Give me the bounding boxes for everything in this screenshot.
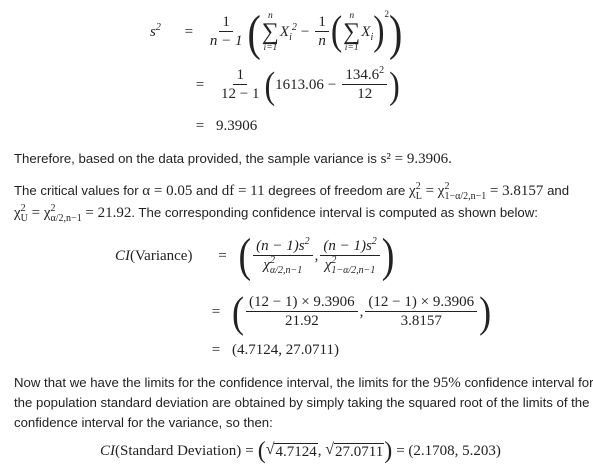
- fraction-sum-squared-over-n: $\frac{134.6^2}{12}$: [342, 68, 387, 102]
- right-paren: ): [479, 288, 492, 336]
- inner-left-paren: (: [330, 9, 343, 54]
- variance-result: 9.3906: [216, 117, 258, 134]
- summation-symbol: n ∑ i=1: [261, 11, 279, 53]
- variance-equation-line-3: [184, 114, 257, 138]
- fraction-step-upper: $\frac{(12 - 1) \times 9.3906}{21.92}$: [246, 295, 358, 329]
- x-i: $X_i$: [361, 23, 374, 43]
- left-paren: (: [247, 3, 261, 61]
- variance-equation-line-1: $s^2$ = $\frac{1}{n - 1}$ ( n ∑ i=1 $X_i^2$ − $\frac{1}{n}$ ( n ∑ i=1 $X_i$ ) $^2$ ): [150, 3, 403, 61]
- fraction-step-lower: $\frac{(12 - 1) \times 9.3906}{3.8157}$: [365, 295, 477, 329]
- chi-square-lower-value: = 3.8157: [489, 183, 544, 199]
- ci-variance-line-2: = ( $\frac{(12 - 1) \times 9.3906}{21.92}$ , $\frac{(12 - 1) \times 9.3906}{3.8157}$ ): [200, 288, 491, 336]
- left-paren: (: [238, 229, 252, 283]
- ci-variance-result: (4.7124, 27.0711): [232, 341, 339, 358]
- left-paren: (: [232, 288, 244, 336]
- critical-values-line-1: The critical values for α = 0.05 and df = 11 degrees of freedom are $\chi^2_L = \chi^2_{1-\alpha/2,n-1} = 3.8157$ and: [14, 181, 570, 202]
- sqrt-lower: √ 4.7124: [265, 441, 317, 460]
- right-paren: ): [381, 229, 395, 283]
- chi-square-upper-value: = 21.92: [85, 205, 132, 221]
- limits-paragraph-line-2: the population standard deviation are obtained by simply taking the squared root of the limits of the: [14, 395, 590, 410]
- right-paren: ): [384, 437, 393, 464]
- equals-sign: =: [218, 247, 227, 264]
- left-paren: (: [264, 62, 276, 106]
- summation-symbol-2: n ∑ i=1: [343, 11, 361, 53]
- sum-of-squares: 1613.06: [275, 76, 324, 93]
- ci-label: CI: [100, 442, 115, 459]
- fraction-one-over-n: $\frac{1}{n}$: [315, 15, 329, 49]
- right-paren: ): [389, 3, 403, 61]
- variance-equation-line-2: = $\frac{1}{12 - 1}$ ( 1613.06 − $\frac{134.6^2}{12}$ ): [184, 62, 400, 108]
- confidence-percent: 95%: [433, 375, 461, 391]
- s-squared-symbol: $s^2$: [150, 21, 161, 40]
- fraction-lower-limit: $\frac{(n - 1)s^2}{\chi^2_{1-\alpha/2,n-1}}$: [320, 239, 379, 273]
- fraction-one-over-n-minus-1: $\frac{1}{n - 1}$: [209, 14, 243, 49]
- ci-sd-equation: CI (Standard Deviation) = ( √ 4.7124 , √ 27.0711 ) = (2.1708, 5.203): [100, 437, 501, 464]
- ci-sd-label: (Standard Deviation): [115, 442, 242, 459]
- sample-variance-sentence: Therefore, based on the data provided, the sample variance is s² = 9.3906.: [14, 151, 452, 167]
- critical-values-line-2: $\chi^2_U = \chi^2_{\alpha/2,n-1} = 21.92$. The corresponding confidence interval is computed as shown below:: [14, 203, 538, 224]
- equals-sign: =: [184, 23, 194, 40]
- equals-sign: =: [211, 341, 221, 358]
- limits-paragraph-line-1: Now that we have the limits for the confidence interval, the limits for the 95% confidence interval for: [14, 375, 593, 391]
- equals-sign: =: [195, 76, 205, 93]
- alpha-value: α = 0.05: [142, 183, 193, 199]
- chi-square-lower-symbol: $\chi^2_L = \chi^2_{1-\alpha/2,n-1}$: [409, 181, 487, 202]
- ci-variance-line-3: [200, 338, 339, 362]
- ci-variance-line-1: CI(Variance) = ( $\frac{(n - 1)s^2}{\chi^2_{\alpha/2,n-1}}$ , $\frac{(n - 1)s^2}{\chi^2_{1-\alpha/2,n-1}}$ ): [115, 229, 395, 283]
- df-value: df = 11: [221, 183, 265, 199]
- left-paren: (: [257, 437, 266, 464]
- fraction-one-over-twelve-minus-one: $\frac{1}{12 - 1}$: [221, 67, 260, 102]
- equals-sign: =: [195, 117, 205, 134]
- x-i-squared: $X_i^2$: [279, 21, 297, 43]
- ci-sd-result: = (2.1708, 5.203): [396, 442, 501, 459]
- equals-sign: =: [211, 303, 221, 320]
- right-paren: ): [389, 62, 400, 106]
- limits-paragraph-line-3: confidence interval for the variance, so then:: [14, 415, 273, 430]
- chi-square-upper-symbol: $\chi^2_U = \chi^2_{\alpha/2,n-1}$: [14, 203, 82, 224]
- sample-variance-value: s² = 9.3906.: [380, 151, 452, 167]
- inner-right-paren: ): [373, 9, 385, 54]
- fraction-upper-limit: $\frac{(n - 1)s^2}{\chi^2_{\alpha/2,n-1}}$: [253, 239, 312, 273]
- sqrt-upper: √ 27.0711: [325, 441, 384, 460]
- ci-variance-label: CI(Variance): [115, 247, 193, 264]
